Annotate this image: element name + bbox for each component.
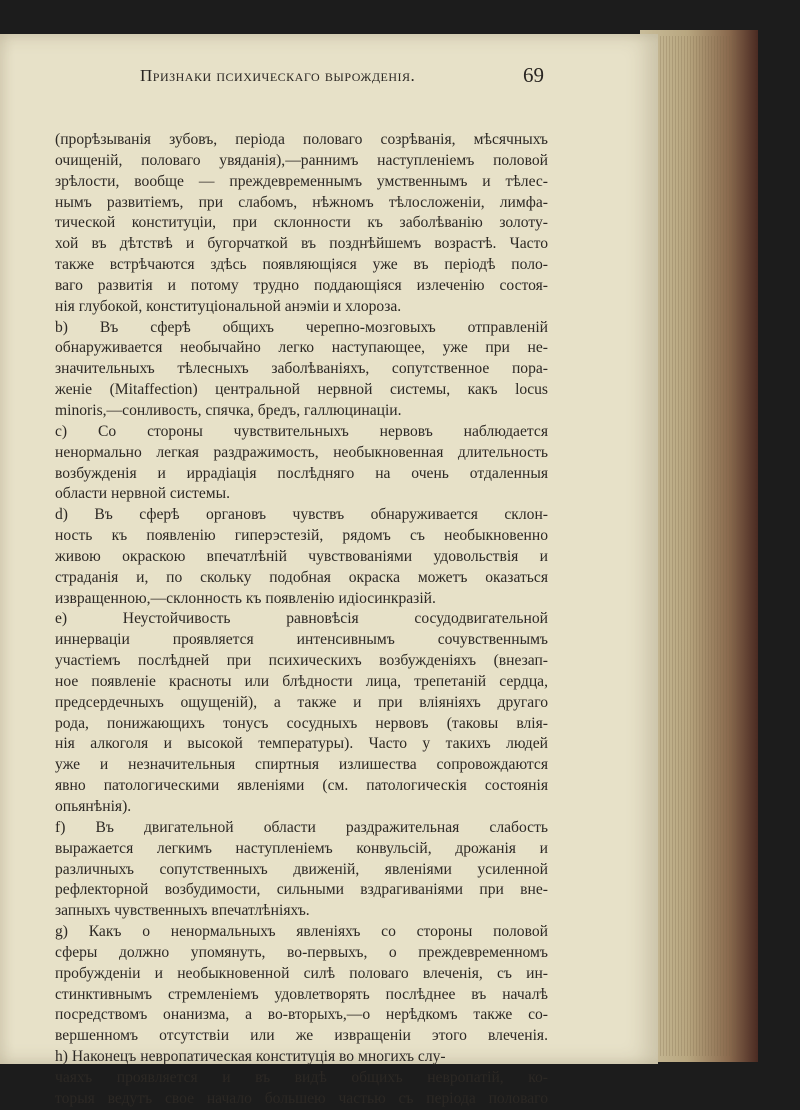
text-line: посредствомъ онанизма, а во-вторыхъ,—о нерѣдкомъ также со- [55, 1006, 548, 1024]
text-line: иннерваціи проявляется интенсивнымъ сочувственнымъ [55, 631, 548, 649]
text-line: нія глубокой, конституціональной анэміи и хлороза. [55, 297, 402, 315]
text-line: страданія и, по скольку подобная окраска можетъ оказаться [55, 568, 548, 586]
text-line: области нервной системы. [55, 485, 231, 503]
text-line: значительныхъ тѣлесныхъ заболѣваніяхъ, сопутственное пора- [55, 360, 548, 378]
page-number: 69 [523, 63, 544, 87]
text-line: пробужденіи и необыкновенной силѣ половаго влеченія, съ ин- [55, 964, 548, 982]
text-line: запныхъ чувственныхъ впечатлѣніяхъ. [55, 902, 310, 920]
text-line: стинктивнымъ стремленіемъ удовлетворять послѣднее въ началѣ [55, 985, 548, 1003]
text-line: d) Въ сферѣ органовъ чувствъ обнаруживается склон- [55, 506, 548, 524]
text-line: c) Со стороны чувствительныхъ нервовъ наблюдается [55, 422, 548, 440]
text-line: явно патологическими явленіями (см. патологическія состоянія [55, 777, 548, 795]
text-line: f) Въ двигательной области раздражительная слабость [55, 818, 548, 836]
text-line: рефлекторной возбудимости, сильными вздрагиваніями при вне- [55, 881, 548, 899]
text-line: нія алкоголя и высокой температуры). Часто у такихъ людей [55, 735, 548, 753]
text-line: ваго развитія и потому трудно поддающіяся излеченію состоя- [55, 276, 548, 294]
text-line: ность къ появленію гиперэстезій, рядомъ съ необыкновенно [55, 527, 548, 545]
text-line: возбужденія и иррадіація послѣдняго на очень отдаленныя [55, 464, 548, 482]
text-line: уже и незначительныя спиртныя излишества сопровождаются [55, 756, 548, 774]
text-line: e) Неустойчивость равновѣсія сосудодвигательной [55, 610, 548, 628]
text-line: (прорѣзыванія зубовъ, періода половаго созрѣванія, мѣсячныхъ [55, 131, 548, 148]
text-line: также встрѣчаются здѣсь появляющіяся уже въ періодѣ поло- [55, 256, 548, 274]
text-line: выражается легкимъ наступленіемъ конвульсій, дрожанія и [55, 839, 548, 857]
body-text [55, 130, 548, 1110]
text-line: участіемъ послѣдней при психическихъ возбужденіяхъ (внезап- [55, 652, 548, 670]
text-line: ненормально легкая раздражимость, необыкновенная длительность [55, 443, 548, 461]
text-line: зрѣлости, вообще — преждевременнымъ умственнымъ и тѣлес- [55, 172, 548, 190]
text-line: очищеній, половаго увяданія),—раннимъ наступленіемъ половой [55, 151, 548, 169]
text-line: чаяхъ проявляется и въ видѣ общихъ невропатій, ко- [55, 1068, 548, 1086]
text-line: h) Наконецъ невропатическая конституція во многихъ слу- [55, 1048, 446, 1066]
text-line: b) Въ сферѣ общихъ черепно-мозговыхъ отправленій [55, 318, 548, 336]
text-line: тической конституціи, при склонности къ заболѣванію золоту- [55, 214, 548, 232]
text-line: предсердечныхъ ощущеній), а также и при вліяніяхъ другаго [55, 693, 548, 711]
text-line: извращенною,—склонность къ появленію идіосинкразій. [55, 589, 436, 607]
text-line: опьянѣнія). [55, 798, 132, 815]
running-head: Признаки психическаго вырожденія. [140, 66, 416, 85]
text-line: обнаруживается необычайно легко наступающее, уже при не- [55, 339, 548, 357]
text-line: minoris,—сонливость, спячка, бредъ, галлюцинаціи. [55, 401, 402, 419]
page-header [140, 63, 544, 96]
text-line: сферы должно упомянуть, во-первыхъ, о преждевременномъ [55, 943, 548, 961]
text-line: различныхъ сопутственныхъ движеній, явленіями усиленной [55, 860, 548, 878]
text-line: g) Какъ о ненормальныхъ явленіяхъ со стороны половой [55, 923, 548, 941]
text-line: торыя ведутъ свое начало большею частью съ періода половаго [55, 1089, 548, 1107]
text-line: ное появленіе красноты или блѣдности лица, трепетаній сердца, [55, 672, 548, 690]
text-line: вершенномъ отсутствіи или же извращеніи этого влеченія. [55, 1027, 548, 1045]
text-line: хой въ дѣтствѣ и бугорчаткой въ позднѣйшемъ возрастѣ. Часто [55, 235, 548, 253]
book-page-edge-lines [648, 36, 738, 1056]
text-line: женіе (Mitaffection) центральной нервной системы, какъ locus [55, 381, 548, 399]
text-line: нымъ развитіемъ, при слабомъ, нѣжномъ тѣлосложеніи, лимфа- [55, 193, 548, 211]
text-line: живою окраскою впечатлѣній чувствованіями удовольствія и [55, 547, 548, 565]
text-line: рода, понижающихъ тонусъ сосудныхъ нервовъ (таковы влія- [55, 714, 548, 732]
